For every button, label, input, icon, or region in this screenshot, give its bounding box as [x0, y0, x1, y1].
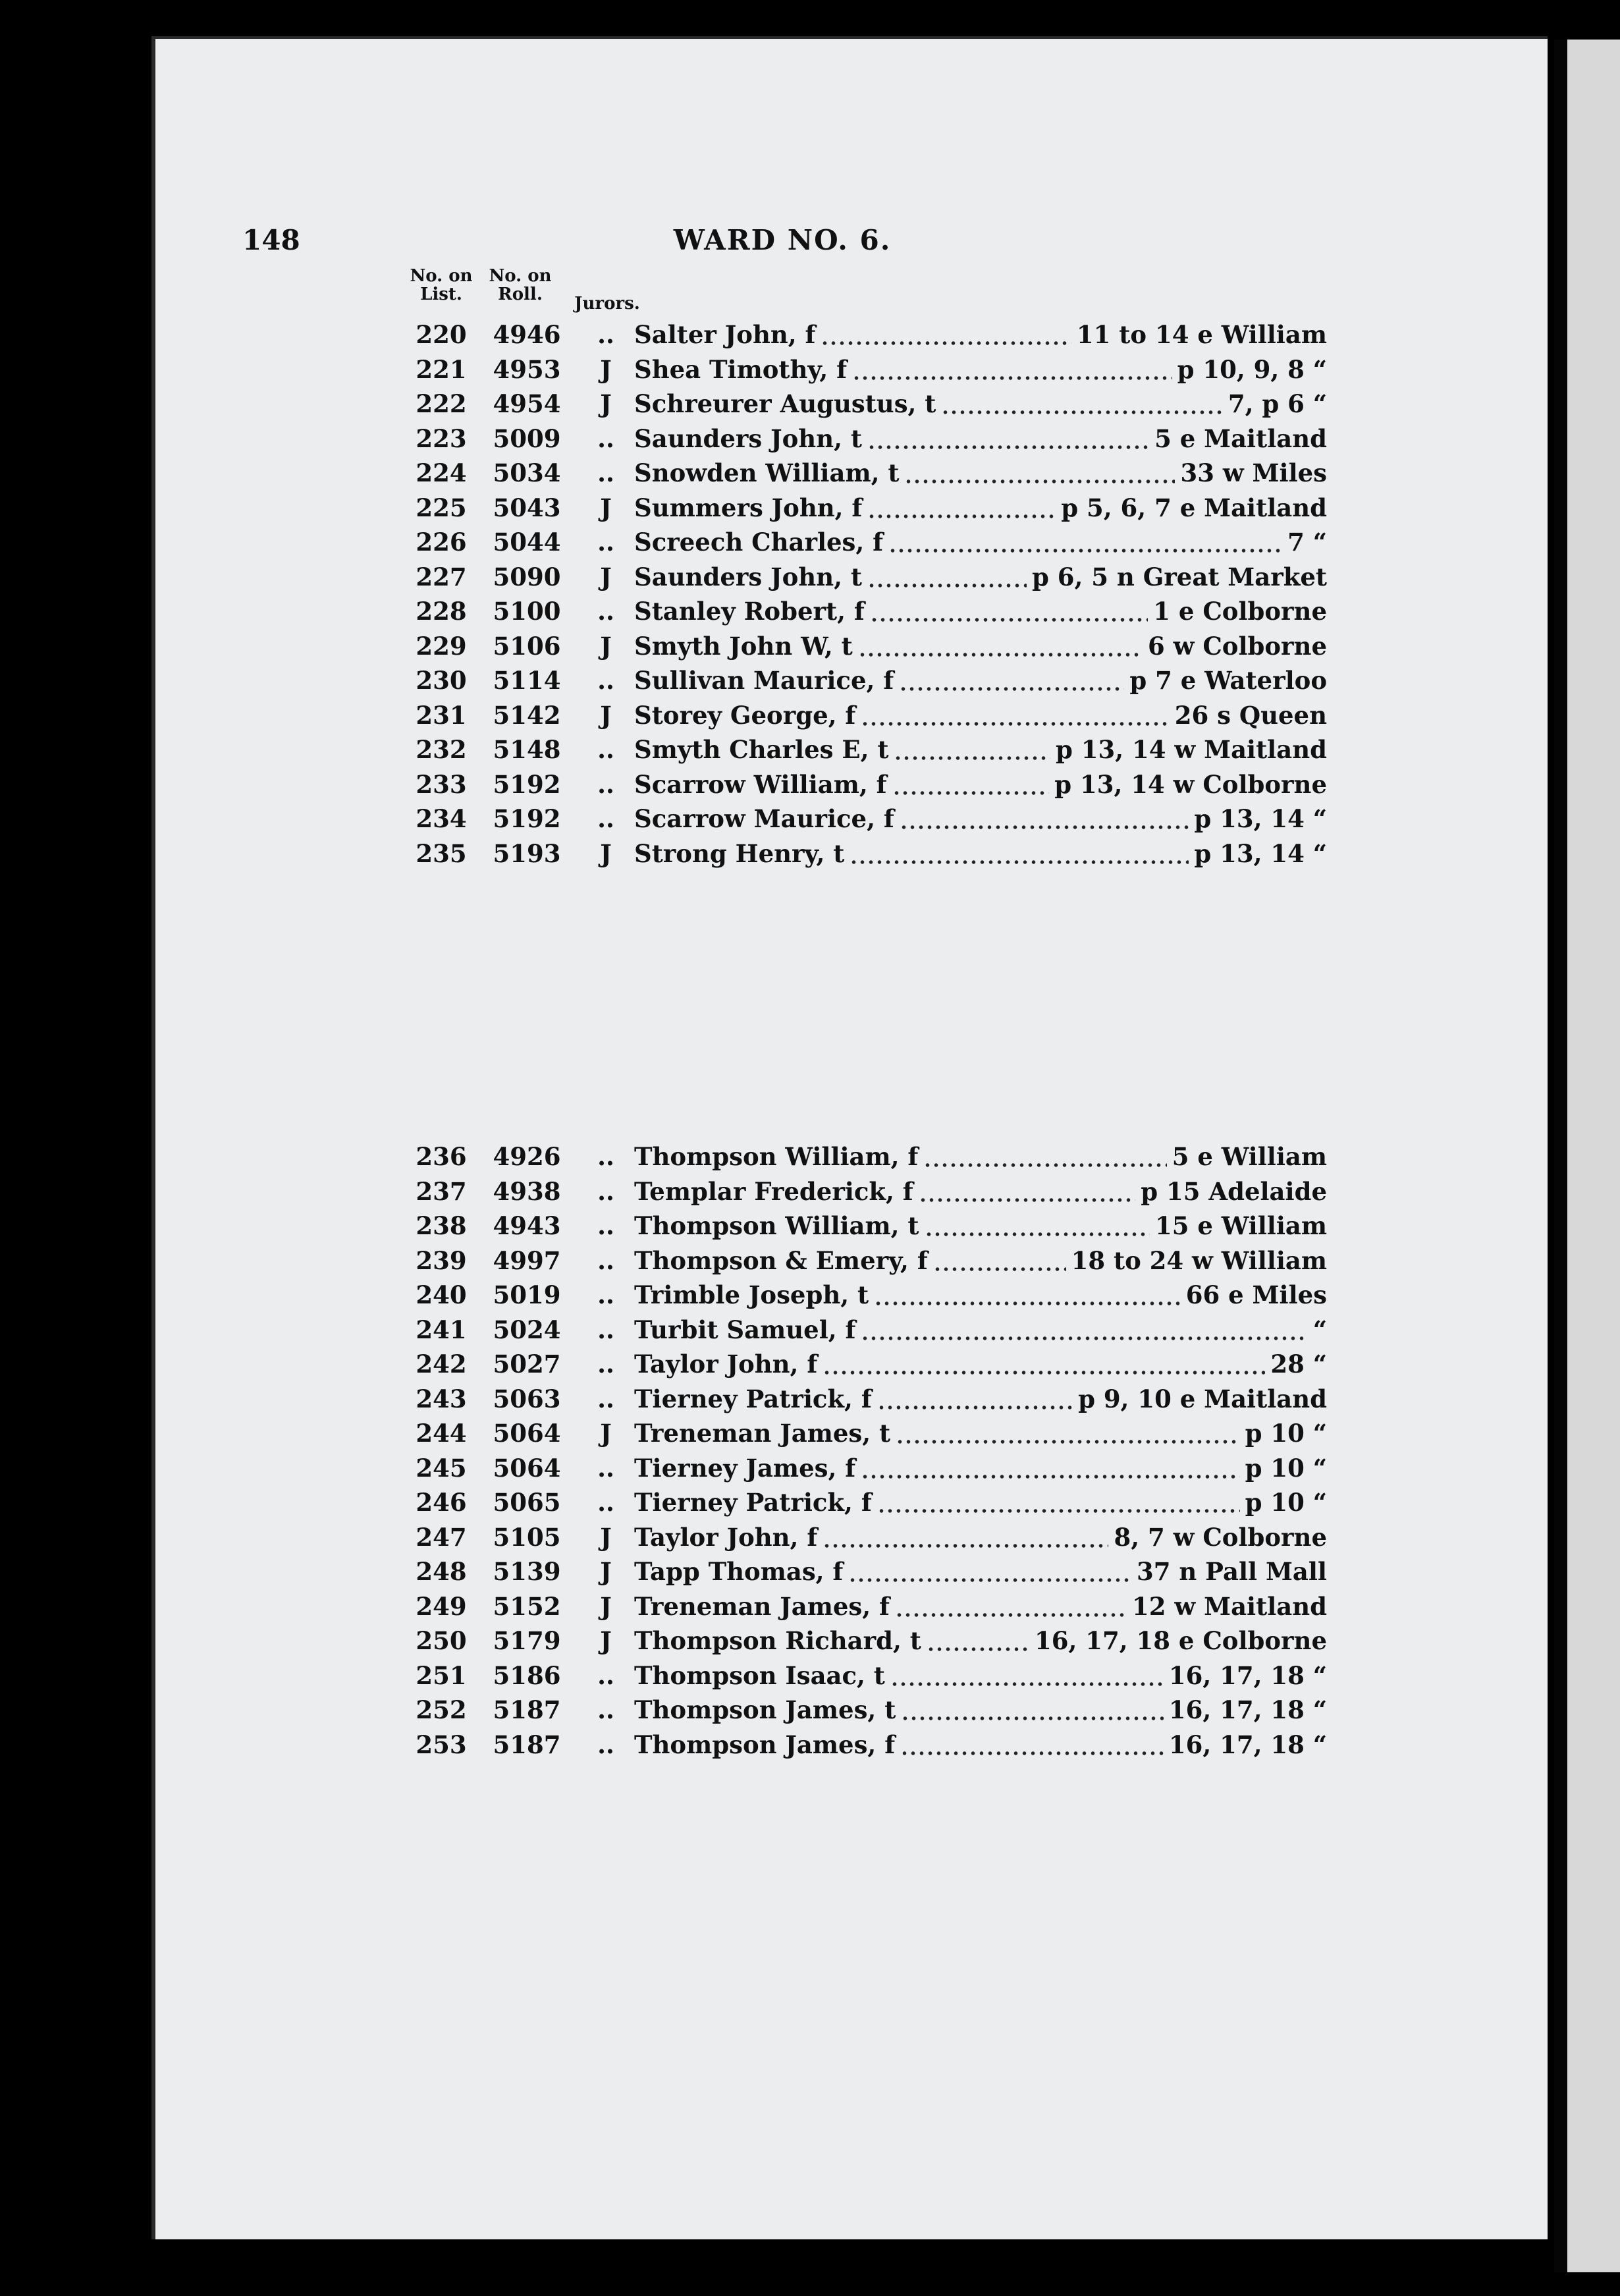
entry-address: 5 e Maitland — [1154, 424, 1327, 453]
list-entry — [408, 1693, 1327, 1727]
dot-leader — [900, 1728, 1164, 1762]
dot-leader — [941, 387, 1223, 421]
entry-list-number: 227 — [416, 562, 467, 591]
dot-leader — [852, 352, 1172, 387]
entry-name: Thompson James, t — [634, 1695, 896, 1724]
adjacent-page-edge — [1554, 40, 1620, 2272]
entry-roll-number: 5192 — [493, 804, 561, 833]
entry-juror-mark: J — [600, 1419, 612, 1448]
entry-juror-mark: .. — [597, 320, 614, 349]
entry-name: Taylor John, f — [634, 1350, 818, 1379]
dot-leader — [867, 560, 1027, 594]
entry-juror-mark: .. — [597, 1695, 614, 1724]
list-entry — [408, 1244, 1327, 1278]
entry-address: 37 n Pall Mall — [1137, 1557, 1327, 1586]
entry-list-number: 246 — [416, 1488, 467, 1517]
entry-list-number: 224 — [416, 458, 467, 487]
entry-name: Summers John, f — [634, 493, 863, 522]
entry-address: 15 e William — [1154, 1211, 1327, 1240]
entry-name: Scarrow William, f — [634, 769, 887, 799]
entry-juror-mark: .. — [597, 1350, 614, 1379]
entry-roll-number: 5043 — [493, 493, 561, 522]
dot-leader — [870, 594, 1148, 628]
dot-leader — [894, 732, 1050, 767]
list-entry — [408, 387, 1327, 421]
entry-roll-number: 5139 — [493, 1557, 561, 1586]
entry-list-number: 234 — [416, 804, 467, 833]
list-entry — [408, 836, 1327, 871]
dot-leader — [925, 1209, 1150, 1243]
entry-roll-number: 5027 — [493, 1350, 561, 1379]
entry-address: 7 “ — [1287, 528, 1327, 557]
entry-name: Smyth John W, t — [634, 631, 853, 661]
entry-list-number: 243 — [416, 1384, 467, 1413]
entry-roll-number: 4946 — [493, 320, 561, 349]
entry-list-number: 252 — [416, 1695, 467, 1724]
dot-leader — [919, 1174, 1135, 1209]
list-entry — [408, 1658, 1327, 1693]
dot-leader — [923, 1139, 1167, 1174]
entry-name: Tierney Patrick, f — [634, 1488, 872, 1517]
entry-name: Screech Charles, f — [634, 528, 884, 557]
entry-list-number: 244 — [416, 1419, 467, 1448]
entry-juror-mark: .. — [597, 1211, 614, 1240]
entry-roll-number: 4953 — [493, 354, 561, 384]
entry-roll-number: 5106 — [493, 631, 561, 661]
dot-leader — [867, 491, 1056, 525]
entry-address: p 7 e Waterloo — [1129, 666, 1327, 695]
column-header-list-number: No. on List. — [410, 266, 473, 304]
entry-juror-mark: .. — [597, 1176, 614, 1206]
entry-juror-mark: J — [600, 562, 612, 591]
entry-name: Stanley Robert, f — [634, 597, 865, 626]
list-entry — [408, 663, 1327, 697]
entry-address: p 13, 14 w Colborne — [1054, 769, 1327, 799]
list-entry — [408, 1382, 1327, 1416]
entry-address: 16, 17, 18 “ — [1168, 1695, 1327, 1724]
entry-address: 16, 17, 18 “ — [1168, 1730, 1327, 1759]
list-entry — [408, 629, 1327, 663]
column-header-roll-number: No. on Roll. — [489, 266, 552, 304]
list-entry — [408, 1209, 1327, 1243]
entry-list-number: 253 — [416, 1730, 467, 1759]
entry-address: p 13, 14 “ — [1194, 804, 1327, 833]
entry-name: Thompson James, f — [634, 1730, 896, 1759]
entry-juror-mark: J — [600, 354, 612, 384]
list-entry — [408, 317, 1327, 352]
entry-roll-number: 5065 — [493, 1488, 561, 1517]
dot-leader — [927, 1624, 1029, 1658]
entry-name: Storey George, f — [634, 700, 856, 730]
dot-leader — [901, 1693, 1164, 1727]
entry-juror-mark: .. — [597, 769, 614, 799]
entry-roll-number: 5187 — [493, 1695, 561, 1724]
list-entry — [408, 525, 1327, 559]
list-entry — [408, 1624, 1327, 1658]
list-entry — [408, 698, 1327, 732]
entry-juror-mark: .. — [597, 1280, 614, 1309]
entry-roll-number: 5148 — [493, 735, 561, 764]
entry-address: p 9, 10 e Maitland — [1078, 1384, 1327, 1413]
list-entry — [408, 1416, 1327, 1450]
entry-name: Saunders John, t — [634, 562, 862, 591]
entry-list-number: 232 — [416, 735, 467, 764]
entry-name: Saunders John, t — [634, 424, 862, 453]
entry-list-number: 230 — [416, 666, 467, 695]
entry-list-number: 222 — [416, 389, 467, 418]
entry-roll-number: 5105 — [493, 1522, 561, 1552]
entry-roll-number: 5019 — [493, 1280, 561, 1309]
entry-name: Smyth Charles E, t — [634, 735, 889, 764]
entry-name: Tierney James, f — [634, 1453, 856, 1483]
entry-roll-number: 5152 — [493, 1591, 561, 1621]
dot-leader — [858, 629, 1143, 663]
entry-roll-number: 5114 — [493, 666, 561, 695]
entry-address: p 10 “ — [1245, 1453, 1327, 1483]
entry-list-number: 238 — [416, 1211, 467, 1240]
entry-juror-mark: .. — [597, 1384, 614, 1413]
entry-list-number: 248 — [416, 1557, 467, 1586]
entry-list-number: 247 — [416, 1522, 467, 1552]
entry-name: Trimble Joseph, t — [634, 1280, 869, 1309]
list-entry — [408, 352, 1327, 387]
entry-list-number: 249 — [416, 1591, 467, 1621]
dot-leader — [867, 422, 1149, 456]
entry-list-number: 229 — [416, 631, 467, 661]
list-entry — [408, 1313, 1327, 1347]
list-entry — [408, 732, 1327, 767]
dot-leader — [888, 525, 1282, 559]
entry-juror-mark: .. — [597, 1488, 614, 1517]
entry-juror-mark: .. — [597, 1453, 614, 1483]
entry-list-number: 240 — [416, 1280, 467, 1309]
entry-juror-mark: J — [600, 838, 612, 868]
dot-leader — [850, 836, 1189, 871]
dot-leader — [823, 1520, 1108, 1554]
entry-address: p 10, 9, 8 “ — [1177, 354, 1327, 384]
dot-leader — [899, 663, 1124, 697]
dot-leader — [848, 1554, 1131, 1589]
page-header — [242, 188, 1322, 260]
entry-address: p 13, 14 “ — [1194, 838, 1327, 868]
entry-address: 5 e William — [1172, 1142, 1327, 1171]
entry-address: p 5, 6, 7 e Maitland — [1061, 493, 1327, 522]
entry-address: 12 w Maitland — [1132, 1591, 1327, 1621]
entry-roll-number: 5064 — [493, 1419, 561, 1448]
entry-list-number: 239 — [416, 1245, 467, 1275]
list-entry — [408, 1728, 1327, 1762]
entry-list-number: 223 — [416, 424, 467, 453]
entry-name: Templar Frederick, f — [634, 1176, 913, 1206]
entry-juror-mark: .. — [597, 666, 614, 695]
entry-list-number: 235 — [416, 838, 467, 868]
entry-address: 6 w Colborne — [1147, 631, 1327, 661]
list-entry — [408, 1520, 1327, 1554]
entry-roll-number: 5090 — [493, 562, 561, 591]
entry-list-number: 220 — [416, 320, 467, 349]
entry-list-number: 231 — [416, 700, 467, 730]
list-entry — [408, 1174, 1327, 1209]
entry-name: Turbit Samuel, f — [634, 1315, 856, 1344]
entry-roll-number: 5009 — [493, 424, 561, 453]
entry-name: Treneman James, t — [634, 1419, 891, 1448]
entry-address: p 6, 5 n Great Market — [1032, 562, 1327, 591]
list-entry — [408, 1347, 1327, 1381]
entry-name: Schreurer Augustus, t — [634, 389, 936, 418]
entry-roll-number: 5186 — [493, 1660, 561, 1690]
dot-leader — [895, 1589, 1127, 1624]
entry-juror-mark: J — [600, 493, 612, 522]
entry-list-number: 245 — [416, 1453, 467, 1483]
entry-address: p 15 Adelaide — [1141, 1176, 1327, 1206]
entry-roll-number: 5187 — [493, 1730, 561, 1759]
entry-roll-number: 5193 — [493, 838, 561, 868]
entry-name: Snowden William, t — [634, 458, 900, 487]
dot-leader — [892, 767, 1049, 802]
entry-name: Tierney Patrick, f — [634, 1384, 872, 1413]
entry-address: p 13, 14 w Maitland — [1056, 735, 1327, 764]
dot-leader — [861, 698, 1170, 732]
entry-roll-number: 4943 — [493, 1211, 561, 1240]
entry-address: p 10 “ — [1245, 1488, 1327, 1517]
page-number: 148 — [242, 224, 300, 256]
entry-roll-number: 4954 — [493, 389, 561, 418]
entry-address: 18 to 24 w William — [1071, 1245, 1327, 1275]
entry-juror-mark: .. — [597, 1660, 614, 1690]
entry-juror-mark: .. — [597, 597, 614, 626]
entry-juror-mark: J — [600, 1591, 612, 1621]
entry-juror-mark: .. — [597, 1142, 614, 1171]
entry-roll-number: 5179 — [493, 1626, 561, 1655]
entry-address: 16, 17, 18 “ — [1168, 1660, 1327, 1690]
list-entry — [408, 1485, 1327, 1519]
column-header-jurors: Jurors. — [574, 294, 640, 314]
dot-leader — [861, 1451, 1240, 1485]
entry-name: Tapp Thomas, f — [634, 1557, 844, 1586]
entry-list-number: 237 — [416, 1176, 467, 1206]
entry-juror-mark: .. — [597, 458, 614, 487]
entry-juror-mark: .. — [597, 1245, 614, 1275]
entry-address: 8, 7 w Colborne — [1114, 1522, 1327, 1552]
entry-address: 33 w Miles — [1180, 458, 1327, 487]
entry-list-number: 226 — [416, 528, 467, 557]
entry-name: Salter John, f — [634, 320, 816, 349]
dot-leader — [890, 1658, 1164, 1693]
entry-address: 7, p 6 “ — [1228, 389, 1327, 418]
entry-list-number: 250 — [416, 1626, 467, 1655]
entry-list-number: 251 — [416, 1660, 467, 1690]
entry-name: Thompson Richard, t — [634, 1626, 921, 1655]
entry-address: “ — [1312, 1315, 1327, 1344]
entry-name: Scarrow Maurice, f — [634, 804, 894, 833]
ward-title: WARD NO. 6. — [673, 224, 892, 256]
entry-roll-number: 5063 — [493, 1384, 561, 1413]
entry-name: Sullivan Maurice, f — [634, 666, 894, 695]
entry-roll-number: 5142 — [493, 700, 561, 730]
dot-leader — [861, 1313, 1308, 1347]
dot-leader — [821, 317, 1071, 352]
entry-roll-number: 5100 — [493, 597, 561, 626]
entry-roll-number: 4926 — [493, 1142, 561, 1171]
entry-juror-mark: .. — [597, 424, 614, 453]
list-entry — [408, 1451, 1327, 1485]
entry-name: Taylor John, f — [634, 1522, 818, 1552]
entry-juror-mark: J — [600, 631, 612, 661]
entry-address: 26 s Queen — [1174, 700, 1327, 730]
entry-address: 28 “ — [1270, 1350, 1327, 1379]
dot-leader — [896, 1416, 1240, 1450]
entry-roll-number: 4938 — [493, 1176, 561, 1206]
entry-list-number: 225 — [416, 493, 467, 522]
list-entry — [408, 767, 1327, 802]
entry-list-number: 242 — [416, 1350, 467, 1379]
list-entry — [408, 560, 1327, 594]
list-entry — [408, 594, 1327, 628]
dot-leader — [900, 802, 1189, 836]
list-entry — [408, 491, 1327, 525]
entry-name: Thompson Isaac, t — [634, 1660, 885, 1690]
entry-juror-mark: .. — [597, 735, 614, 764]
dot-leader — [904, 456, 1175, 490]
list-entry — [408, 422, 1327, 456]
list-entry — [408, 456, 1327, 490]
list-entry — [408, 1589, 1327, 1624]
entry-name: Thompson William, f — [634, 1142, 919, 1171]
entry-list-number: 236 — [416, 1142, 467, 1171]
entry-address: p 10 “ — [1245, 1419, 1327, 1448]
entry-juror-mark: .. — [597, 1315, 614, 1344]
entry-name: Shea Timothy, f — [634, 354, 848, 384]
entry-list-number: 228 — [416, 597, 467, 626]
entry-juror-mark: J — [600, 1626, 612, 1655]
entry-list-number: 221 — [416, 354, 467, 384]
entry-roll-number: 5064 — [493, 1453, 561, 1483]
dot-leader — [877, 1485, 1240, 1519]
entry-juror-mark: .. — [597, 528, 614, 557]
entry-juror-mark: .. — [597, 1730, 614, 1759]
entry-list-number: 233 — [416, 769, 467, 799]
dot-leader — [933, 1244, 1066, 1278]
entry-roll-number: 5192 — [493, 769, 561, 799]
entry-name: Thompson William, t — [634, 1211, 919, 1240]
dot-leader — [877, 1382, 1073, 1416]
entry-name: Thompson & Emery, f — [634, 1245, 928, 1275]
list-entry — [408, 802, 1327, 836]
dot-leader — [874, 1278, 1181, 1312]
entry-address: 11 to 14 e William — [1076, 320, 1327, 349]
dot-leader — [823, 1347, 1265, 1381]
entry-address: 1 e Colborne — [1153, 597, 1327, 626]
entry-juror-mark: J — [600, 1522, 612, 1552]
entry-roll-number: 5044 — [493, 528, 561, 557]
entry-roll-number: 4997 — [493, 1245, 561, 1275]
entry-roll-number: 5024 — [493, 1315, 561, 1344]
entry-address: 16, 17, 18 e Colborne — [1035, 1626, 1327, 1655]
list-entry — [408, 1554, 1327, 1589]
entry-juror-mark: .. — [597, 804, 614, 833]
entry-roll-number: 5034 — [493, 458, 561, 487]
list-entry — [408, 1139, 1327, 1174]
entry-address: 66 e Miles — [1185, 1280, 1327, 1309]
entry-juror-mark: J — [600, 700, 612, 730]
entry-juror-mark: J — [600, 1557, 612, 1586]
entry-name: Treneman James, f — [634, 1591, 890, 1621]
entry-list-number: 241 — [416, 1315, 467, 1344]
entry-name: Strong Henry, t — [634, 838, 845, 868]
list-entry — [408, 1278, 1327, 1312]
entry-juror-mark: J — [600, 389, 612, 418]
